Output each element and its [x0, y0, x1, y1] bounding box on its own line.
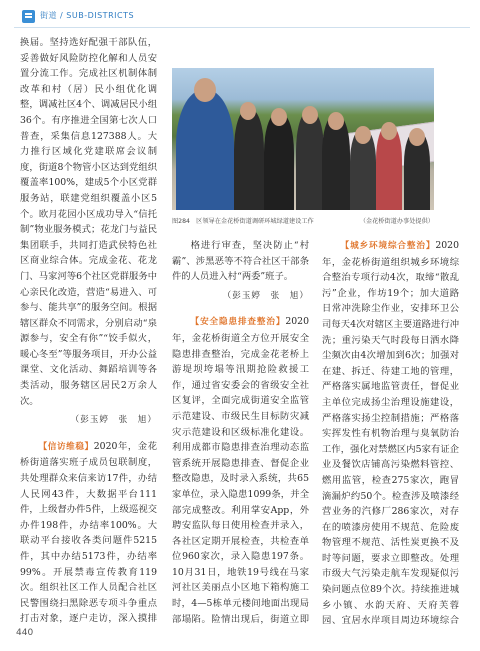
paragraph [20, 439, 157, 625]
section-heading: 【安全隐患排查整治】 [190, 317, 286, 328]
paragraph [322, 238, 459, 628]
paragraph [172, 314, 309, 628]
section-heading: 【信访维稳】 [38, 441, 94, 452]
header-title: 街道 / SUB-DISTRICTS [40, 11, 135, 20]
column-3 [322, 238, 459, 628]
column-1 [20, 35, 157, 625]
page-header [14, 8, 470, 26]
section-icon [22, 10, 35, 23]
page-number: 440 [16, 628, 34, 638]
header-rule [14, 27, 470, 28]
paragraph-text: 2020年，金花桥街道全方位开展安全隐患排查整治，完成金花老桥上游堤坝垮塌等汛期抢险救援工作，通过省安委会的省级安全社区复评，全面完成街道安全监管示范建设、市级民生目标防灾减灾示范建设和区级标准化建设。利用成都市隐患排查治理动态监管系统开展隐患排查、督促企业整改隐患，及时录入系统，共65家单位，录入隐患1099条，并全部完成整改。利用掌安App，外聘安监队每日使用检查并录入，各社区定期开展检查，共检查单位960家次，录入隐患197条。10月31日，地铁19号线在马家河社区美丽点小区地下箱构施工时，4—5栋单元楼间地面出现局部塌陷。险情出现后，街道立即 [172, 316, 309, 625]
person-foreground [176, 90, 234, 210]
column-2 [172, 238, 309, 628]
paragraph-text: 2020年，金花桥街道组织城乡环境综合整治专项行动4次，取缔“散乱污”企业，作坊19个；加大道路日常冲洗除尘作业，安排环卫公司每天4次对辖区主要道路进行冲洗；重污染天气时段每日洒水降尘频次由4次增加到6次；加强对在建、拆迁、待建工地的管理，严格落实属地监管责任，督促业主单位完成扬尘治理设施建设，严格落实扬尘控制措施；严格落实挥发性有机物治理与臭氧防治工作，强化对禁燃区内5家有证企业及餐饮店铺高污染燃料管控、燃用监管，检查275家次，跑冒滴漏炉约50个。检查涉及喷漆经营业务的汽修厂286家次，对存在的喷漆房使用不规范、危险废物管理不规范、活性炭更换不及时等问题，要求立即整改。处理市级大气污染走航车发现疑似污染问题点位89个次。持续推进城乡小镇、水韵天府、天府芙蓉园、宜居水岸项目周边环境综合 [322, 240, 459, 627]
section-heading: 【城乡环境综合整治】 [340, 241, 436, 251]
paragraph-text: 2020年，金花桥街道落实班子成员包联制度，共处理群众来信来访17件，办结人民网43件，大数据平台111件，上级督办件5件，上级巡视交办件198件，办结率100%。大联动平台接收各类问题件5215件，其中办结5173件，办结率99%。开展禁毒宣传教育119次。组织社区工作人员配合社区民警围绕扫黑除恶专项斗争重点打击对象，逐户走访，深入摸排 [20, 440, 157, 625]
photo [172, 68, 434, 210]
paragraph: 换届。坚持选好配强干部队伍，妥善做好风险防控化解和人员安置分流工作。完成社区机制体制改革和村（居）民小组优化调整，调减社区4个、调减居民小组36个。有序推进全国第七次人口普查，采集信息127388人。大力推行区域化党建联席会议制度，街道8个物管小区达到党组织覆盖率100%，建成5个小区党群服务站，联建党组织覆盖小区5个。欧月花园小区成功导入“信托制”物业服务模式；花龙门与益民集团联手，共同打造武侯特色社区商业综合体。完成金花、花龙门、马家河等6个社区党群服务中心亲民化改造，营造“易进入、可参与、能共享”的服务空间。根据辖区群众不同需求，分别启动“泉源参与，安全有你”“饺手似火，暖心冬至”等服务项目，开办公益课堂、文化活动、舞蹈培训等各类活动，服务辖区居民2万余人次。 [20, 37, 157, 407]
byline: （彭玉婷 张 旭） [70, 415, 157, 426]
caption-credit: （金花桥街道办事处提供） [359, 218, 434, 225]
caption-text: 图284 区领导在金花桥街道调研环城绿道建设工作 [172, 218, 314, 225]
byline: （彭玉婷 张 旭） [222, 290, 309, 301]
paragraph: 格进行审查，坚决防止“村霸”、涉黑恶等不符合社区干部条件的人员进入村“两委”班子。 [172, 240, 309, 283]
